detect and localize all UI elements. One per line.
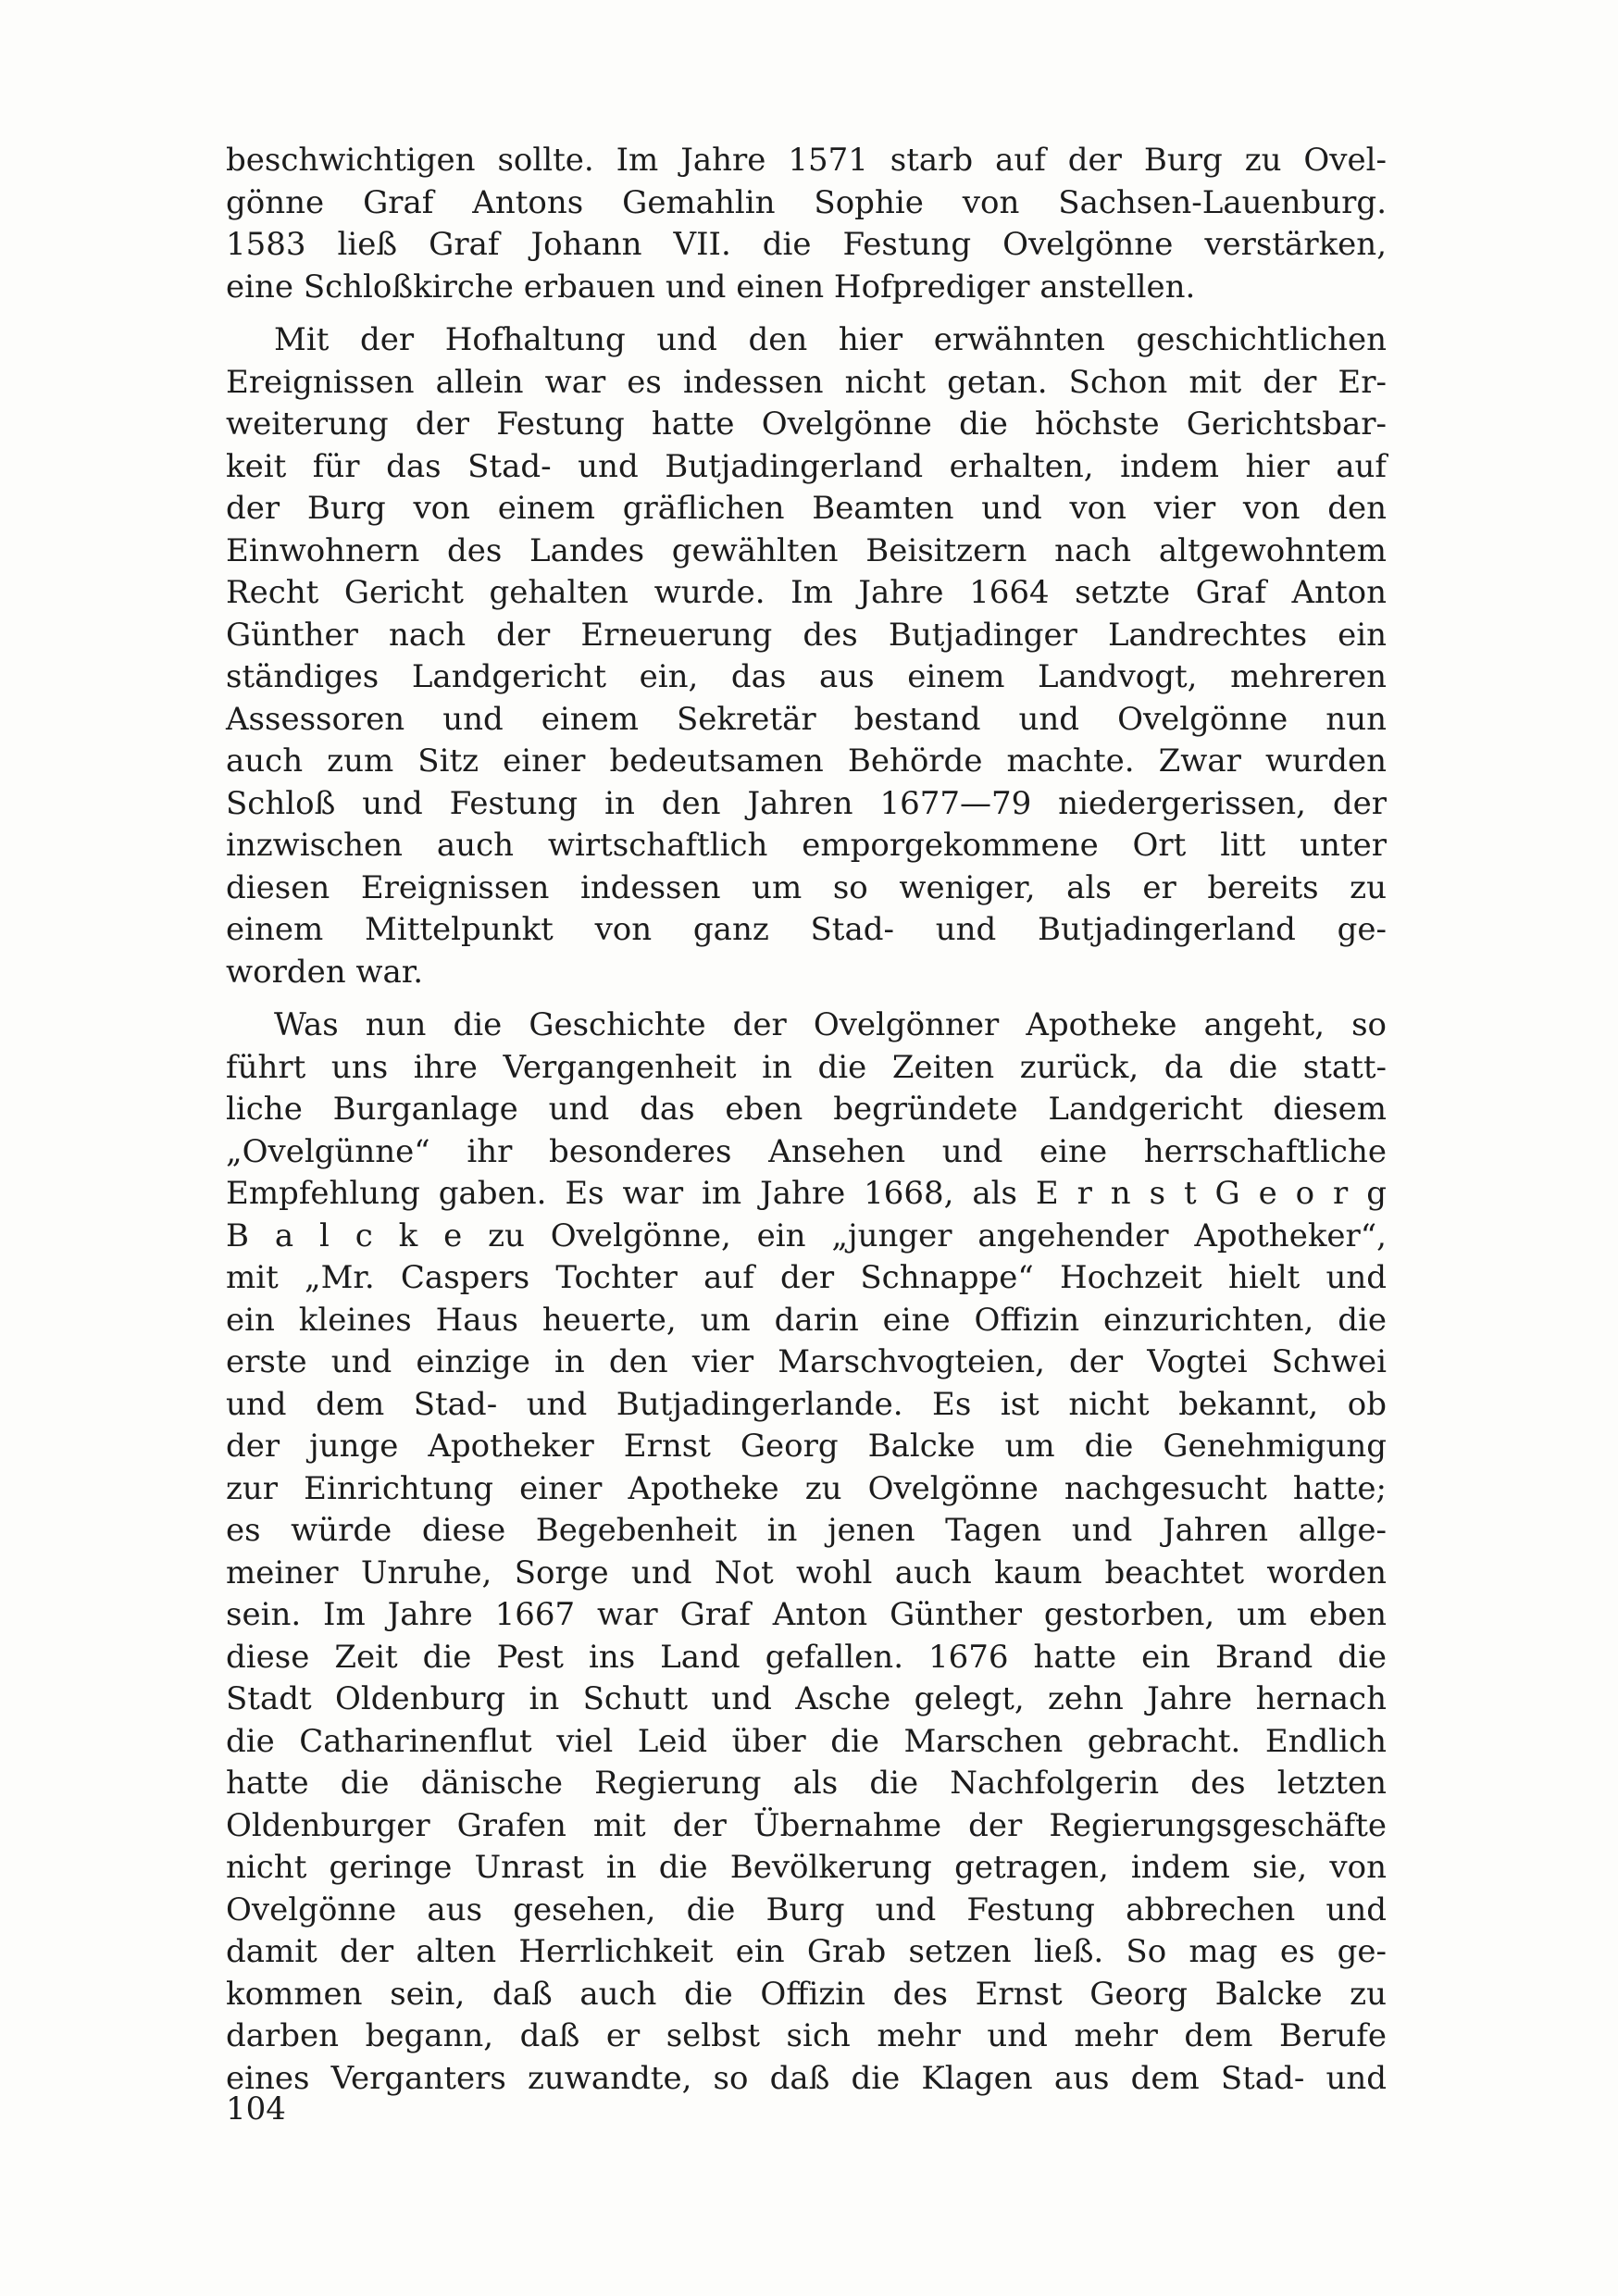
text-line: auch zum Sitz einer bedeutsamen Behörde machte. Zwar wurden [226,742,1387,780]
text-line: nicht geringe Unrast in die Bevölkerung getragen, indem sie, von [226,1849,1387,1886]
paragraph-2 [226,319,1387,993]
text-line: einem Mittelpunkt von ganz Stad- und Butjadingerland ge- [226,911,1387,948]
text-line: B a l c k e zu Ovelgönne, ein „junger angehender Apotheker“, [226,1217,1387,1254]
text-line: hatte die dänische Regierung als die Nachfolgerin des letzten [226,1765,1387,1802]
text-line: 1583 ließ Graf Johann VII. die Festung Ovelgönne verstärken, [226,226,1387,263]
text-line: gönne Graf Antons Gemahlin Sophie von Sachsen-Lauenburg. [226,183,1387,221]
text-line: Günther nach der Erneuerung des Butjadinger Landrechtes ein [226,616,1387,654]
paragraph-1 [226,140,1387,308]
text-line: der junge Apotheker Ernst Georg Balcke um die Genehmigung [226,1428,1387,1465]
page-number: 104 [226,2090,286,2128]
text-line: keit für das Stad- und Butjadingerland erhalten, indem hier auf [226,447,1387,485]
text-line: weiterung der Festung hatte Ovelgönne die höchste Gerichtsbar- [226,406,1387,443]
text-line: Was nun die Geschichte der Ovelgönner Apotheke angeht, so [274,1006,1387,1043]
text-line: Recht Gericht gehalten wurde. Im Jahre 1664 setzte Graf Anton [226,574,1387,611]
text-line: Oldenburger Grafen mit der Übernahme der Regierungsgeschäfte [226,1806,1387,1844]
text-line: ein kleines Haus heuerte, um darin eine Offizin einzurichten, die [226,1301,1387,1339]
text-line: Ovelgönne aus gesehen, die Burg und Festung abbrechen und [226,1890,1387,1928]
text-line: Empfehlung gaben. Es war im Jahre 1668, als E r n s t G e o r g [226,1175,1387,1212]
text-line: darben begann, daß er selbst sich mehr und mehr dem Berufe [226,2017,1387,2054]
text-line: zur Einrichtung einer Apotheke zu Ovelgönne nachgesucht hatte; [226,1469,1387,1507]
text-line: und dem Stad- und Butjadingerlande. Es ist nicht bekannt, ob [226,1385,1387,1423]
text-line: Einwohnern des Landes gewählten Beisitzern nach altgewohntem [226,531,1387,569]
text-line: diesen Ereignissen indessen um so weniger, als er bereits zu [226,868,1387,906]
text-line: mit „Mr. Caspers Tochter auf der Schnappe“ Hochzeit hielt und [226,1259,1387,1296]
text-line: kommen sein, daß auch die Offizin des Ernst Georg Balcke zu [226,1975,1387,2013]
text-line: Stadt Oldenburg in Schutt und Asche gelegt, zehn Jahre hernach [226,1680,1387,1717]
text-line: diese Zeit die Pest ins Land gefallen. 1676 hatte ein Brand die [226,1638,1387,1676]
text-line: meiner Unruhe, Sorge und Not wohl auch kaum beachtet worden [226,1554,1387,1591]
text-line: Ereignissen allein war es indessen nicht getan. Schon mit der Er- [226,363,1387,401]
text-line: erste und einzige in den vier Marschvogteien, der Vogtei Schwei [226,1343,1387,1380]
text-line: führt uns ihre Vergangenheit in die Zeiten zurück, da die statt- [226,1048,1387,1086]
text-line: eine Schloßkirche erbauen und einen Hofprediger anstellen. [226,268,1196,306]
text-line: worden war. [226,953,424,991]
text-line: eines Verganters zuwandte, so daß die Klagen aus dem Stad- und [226,2059,1387,2097]
text-line: sein. Im Jahre 1667 war Graf Anton Günther gestorben, um eben [226,1596,1387,1633]
paragraph-3 [226,1004,1387,2100]
text-line: Assessoren und einem Sekretär bestand und Ovelgönne nun [226,700,1387,738]
text-line: liche Burganlage und das eben begründete Landgericht diesem [226,1091,1387,1128]
text-line: inzwischen auch wirtschaftlich emporgekommene Ort litt unter [226,827,1387,864]
text-line: Mit der Hofhaltung und den hier erwähnten geschichtlichen [274,321,1387,358]
text-line: „Ovelgünne“ ihr besonderes Ansehen und eine herrschaftliche [226,1132,1387,1170]
text-line: es würde diese Begebenheit in jenen Tagen und Jahren allge- [226,1512,1387,1549]
text-line: die Catharinenflut viel Leid über die Marschen gebracht. Endlich [226,1722,1387,1760]
body-text [226,140,1387,2111]
text-line: damit der alten Herrlichkeit ein Grab setzen ließ. So mag es ge- [226,1933,1387,1970]
text-line: ständiges Landgericht ein, das aus einem Landvogt, mehreren [226,658,1387,695]
text-line: Schloß und Festung in den Jahren 1677—79 niedergerissen, der [226,784,1387,822]
text-line: der Burg von einem gräflichen Beamten und von vier von den [226,490,1387,527]
text-line: beschwichtigen sollte. Im Jahre 1571 starb auf der Burg zu Ovel- [226,142,1387,179]
